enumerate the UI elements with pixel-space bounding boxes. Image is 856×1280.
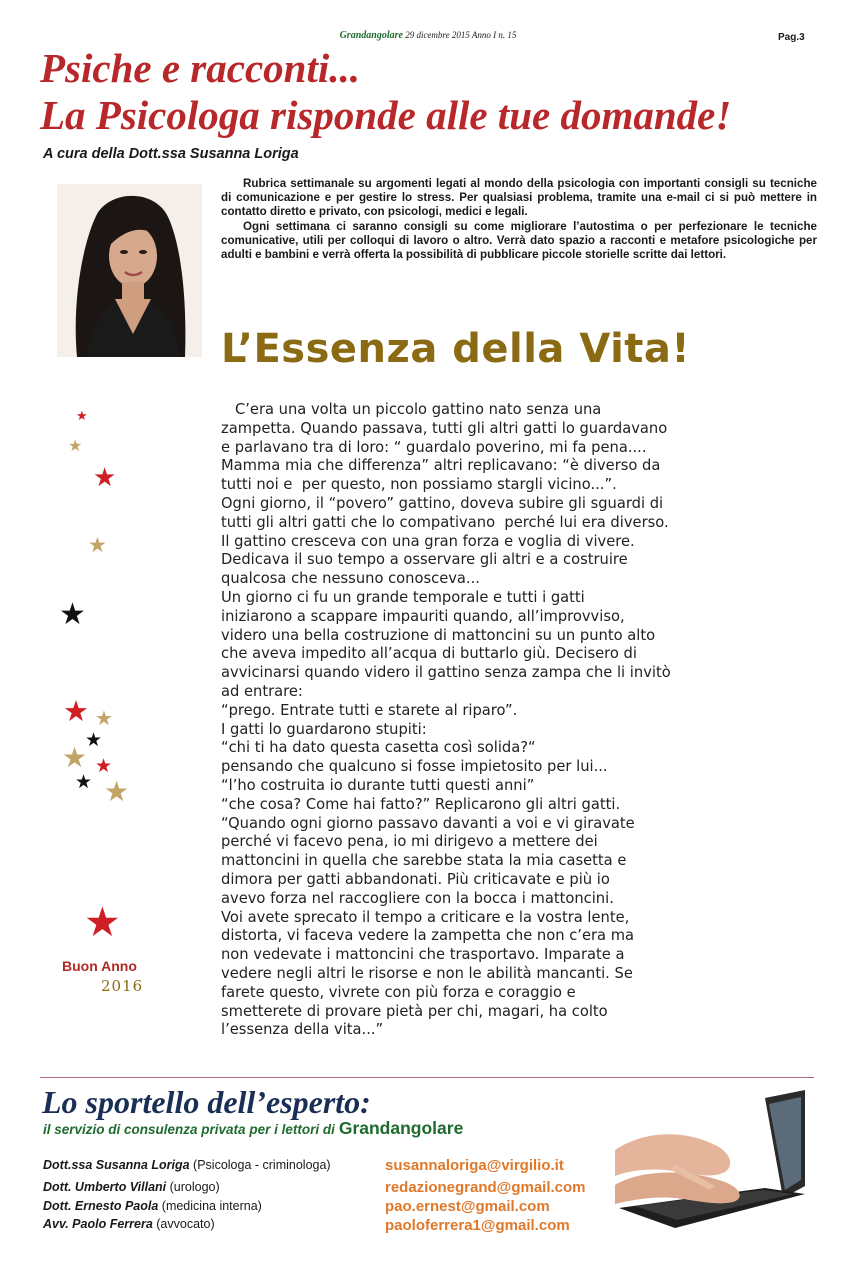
star-icon: ★ (93, 463, 117, 493)
star-icon: ★ (76, 409, 88, 424)
expert-email-link[interactable]: susannaloriga@virgilio.it (385, 1157, 564, 1174)
expert-role: (medicina interna) (161, 1199, 262, 1213)
greeting-year: 2016 (101, 977, 144, 995)
star-icon: ★ (104, 775, 130, 808)
expert-entry (43, 1217, 215, 1231)
intro-paragraph-1: Rubrica settimanale su argomenti legati al mondo della psicologia con importanti consigli su tecniche di comunicazione e per gestire lo stress. Per qualsiasi problema, tramite una e-mail ci si può mettere in contatto diretto e privato, con psicologi, medici e legali. (221, 177, 817, 219)
star-icon: ★ (88, 533, 107, 557)
expert-entry (43, 1158, 331, 1172)
sportello-title: Lo sportello dell’esperto: (42, 1084, 371, 1120)
sportello-brand: Grandangolare (338, 1118, 464, 1138)
expert-name: Avv. Paolo Ferrera (43, 1217, 153, 1231)
masthead (0, 30, 856, 41)
greeting-line-1: Buon Anno (62, 958, 137, 974)
expert-email-link[interactable]: paoloferrera1@gmail.com (385, 1217, 570, 1234)
expert-name: Dott.ssa Susanna Loriga (43, 1158, 190, 1172)
star-icon: ★ (95, 706, 113, 730)
expert-entry (43, 1180, 220, 1194)
expert-email-link[interactable]: redazionegrand@gmail.com (385, 1179, 586, 1196)
headline-line-1: Psiche e racconti... (40, 45, 360, 91)
sportello-subtitle-text: il servizio di consulenza privata per i lettori di (43, 1122, 335, 1137)
intro-paragraph-2: Ogni settimana ci saranno consigli su come migliorare l’autostima o per perfezionare le tecniche comunicative, utili per colloqui di lavoro o altro. Verrà dato spazio a racconti e metafore psicologiche per adulti e bambini e verrà offerta la possibilità di pubblicare piccole storielle scritte dai lettori. (221, 219, 817, 262)
article-title: L’Essenza della Vita! (221, 326, 691, 372)
expert-name: Dott. Ernesto Paola (43, 1199, 159, 1213)
star-icon: ★ (95, 755, 113, 777)
story-text: C’era una volta un piccolo gattino nato senza una zampetta. Quando passava, tutti gli altri gatti lo guardavano e parlavano tra di loro: “ guardalo poverino, mi fa pena.... Mamma mia che differenza” altri replicavano: “è diverso da tutti noi e per questo, non possiamo stargli vicino...”. Ogni giorno, il “povero” gattino, doveva subire gli sguardi di tutti gli altri gatti che lo compativano perché lui era diverso. Il gattino cresceva con una gran forza e voglia di vivere. Dedicava il suo tempo a osservare gli altri e a costruire qualcosa che nessuno conosceva... Un giorno ci fu un grande temporale e tutti i gatti iniziarono a scappare impauriti quando, all’improvviso, videro una bella costruzione di mattoncini su un punto alto che aveva impedito all’acqua di buttarlo giù. Decisero di avvicinarsi quando videro il gattino senza zampa che li invitò ad entrare: “prego. Entrate tutti e starete al riparo”. I gatti lo guardarono stupiti: “chi ti ha dato questa casetta così solida?“ pensando che qualcuno si fosse impietosito per lui... “l’ho costruita io durante tutti questi anni” “che cosa? Come hai fatto?” Replicarono gli altri gatti. “Quando ogni giorno passavo davanti a voi e vi giravate perché vi facevo pena, io mi dirigevo a mettere dei mattoncini in quella che sarebbe stata la mia casetta e dimora per gatti abbandonati. Più criticavate e più io avevo forza nel raccogliere con la bocca i mattoncini. Voi avete sprecato il tempo a criticare e la vostra lente, distorta, vi faceva vedere la zampetta che non c’era ma non vedevate i mattoncini che trasportavo. Imparate a vedere negli altri le risorse e non le abilità mancanti. Se farete questo, vivrete con più forza e coraggio e smetterete di provare pietà per chi, magari, ha colto l’essenza della vita...” (221, 401, 671, 1039)
star-icon: ★ (75, 771, 93, 793)
masthead-paper-name: Grandangolare (339, 30, 403, 41)
author-photo (57, 184, 202, 357)
star-icon: ★ (59, 597, 86, 632)
section-divider (40, 1077, 814, 1078)
star-icon: ★ (85, 729, 103, 751)
star-icon: ★ (84, 898, 121, 946)
expert-role: (urologo) (169, 1180, 220, 1194)
intro-text (221, 177, 817, 262)
expert-name: Dott. Umberto Villani (43, 1180, 167, 1194)
star-icon: ★ (62, 741, 88, 774)
sportello-subtitle (43, 1118, 463, 1139)
curator-credit: A cura della Dott.ssa Susanna Loriga (43, 146, 299, 162)
expert-role: (avvocato) (156, 1217, 215, 1231)
expert-email-link[interactable]: pao.ernest@gmail.com (385, 1198, 550, 1215)
laptop-typing-image (615, 1090, 807, 1234)
expert-entry (43, 1199, 262, 1213)
expert-role: (Psicologa - criminologa) (193, 1158, 331, 1172)
headline-line-2: La Psicologa risponde alle tue domande! (40, 92, 732, 138)
star-icon: ★ (68, 436, 83, 455)
star-icon: ★ (63, 694, 89, 728)
page-number: Pag.3 (778, 32, 805, 43)
masthead-date: 29 dicembre 2015 Anno I n. 15 (405, 30, 517, 40)
